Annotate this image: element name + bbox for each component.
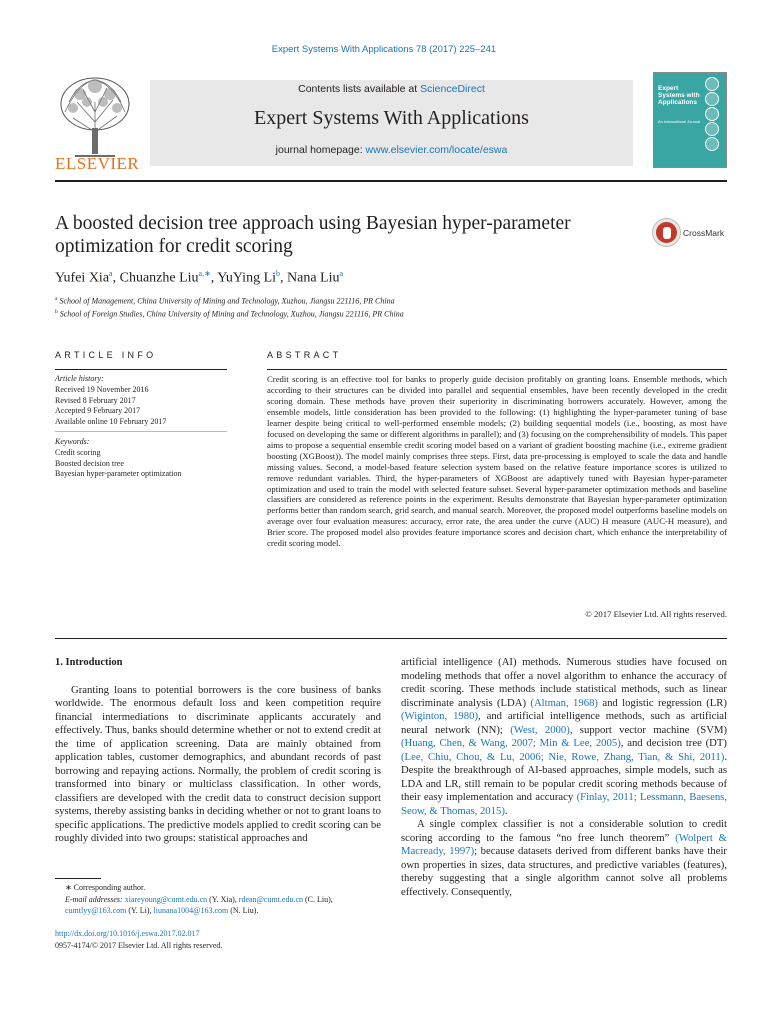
masthead-rule bbox=[55, 180, 727, 182]
article-title: A boosted decision tree approach using Bayesian hyper-parameter optimization for credit scoring bbox=[55, 213, 571, 257]
keywords-label: Keywords: bbox=[55, 437, 90, 446]
doi-link[interactable]: http://dx.doi.org/10.1016/j.eswa.2017.02.017 bbox=[55, 929, 200, 938]
intro-paragraph-continued bbox=[401, 656, 727, 818]
corresponding-author-text: Corresponding author. bbox=[73, 883, 146, 892]
abstract-copyright: © 2017 Elsevier Ltd. All rights reserved. bbox=[585, 609, 727, 619]
email-link[interactable]: xiareyoung@cumt.edu.cn bbox=[124, 894, 208, 904]
author-affiliation-marker[interactable]: a bbox=[109, 269, 113, 278]
introduction-heading: 1. Introduction bbox=[55, 657, 123, 668]
journal-name: Expert Systems With Applications bbox=[254, 107, 529, 129]
author-list: Yufei Xia$^a$, Chuanzhe Liu$^{a,∗}$, YuYing Li$^b$, Nana Liu$^a$ bbox=[55, 269, 344, 286]
email-link[interactable]: cumtlyy@163.com bbox=[65, 906, 127, 916]
email-owner: (Y. Xia), bbox=[207, 894, 239, 904]
citation-link[interactable]: (Huang, Chen, & Wang, 2007; Min & Lee, 2005) bbox=[401, 737, 621, 749]
affiliation-line bbox=[55, 294, 404, 307]
article-info-rule bbox=[55, 369, 227, 370]
sciencedirect-link[interactable]: ScienceDirect bbox=[420, 83, 485, 95]
citation-link[interactable]: (Altman, 1968) bbox=[530, 696, 598, 709]
history-label: Article history: bbox=[55, 374, 104, 383]
history-item: Accepted 9 February 2017 bbox=[55, 406, 141, 416]
journal-masthead bbox=[55, 72, 727, 174]
affiliation-marker: a bbox=[55, 296, 58, 302]
body-text: . Despite the breakthrough of AI-based approaches, simple models, such as LDA and LR, still remain to be popular credit scoring methods because of their easy implementation and accuracy bbox=[401, 750, 727, 803]
elsevier-wordmark: ELSEVIER bbox=[55, 154, 140, 173]
footnotes bbox=[55, 882, 381, 917]
journal-citation-link[interactable]: Expert Systems With Applications 78 (2017) 225–241 bbox=[271, 44, 497, 55]
body-text: and logistic regression (LR) bbox=[597, 696, 727, 709]
section-rule bbox=[55, 638, 727, 639]
affiliation-marker: b bbox=[55, 309, 58, 316]
footnote-rule bbox=[55, 878, 101, 879]
body-text: , support vector machine (SVM) bbox=[569, 723, 728, 736]
crossmark-label: CrossMark bbox=[683, 228, 725, 238]
email-owner: (C. Liu), bbox=[303, 894, 333, 904]
author-affiliation-marker[interactable]: b bbox=[276, 269, 281, 278]
keyword-item: Boosted decision tree bbox=[55, 458, 124, 468]
author-name[interactable]: Nana Liu bbox=[287, 270, 340, 286]
homepage-prefix: journal homepage: bbox=[275, 144, 366, 156]
affiliations bbox=[55, 294, 404, 320]
history-item: Received 19 November 2016 bbox=[55, 384, 149, 394]
body-text: artificial intelligence (AI) methods. Numerous studies have focused on modeling methods that offer a novel algorithm to enhance the accuracy of credit scoring. These methods include statistical methods, such as linear discriminate analysis (LDA) bbox=[401, 656, 727, 709]
body-text: . bbox=[504, 804, 508, 817]
email-link[interactable]: rdean@cumt.edu.cn bbox=[238, 894, 304, 904]
corresponding-author-note bbox=[55, 882, 381, 894]
history-item: Revised 8 February 2017 bbox=[55, 395, 136, 405]
doi-block bbox=[55, 928, 381, 951]
article-info-divider bbox=[55, 431, 227, 432]
keywords bbox=[55, 437, 227, 480]
author-name[interactable]: Yufei Xia bbox=[55, 270, 110, 286]
body-column-right bbox=[401, 656, 727, 899]
body-text: , and decision tree (DT) bbox=[620, 737, 727, 749]
journal-cover-image[interactable] bbox=[653, 72, 727, 168]
affiliation-text: School of Foreign Studies, China University of Mining and Technology, Xuzhou, Jiangsu 221116, PR China bbox=[57, 309, 404, 319]
author-affiliation-marker[interactable]: a bbox=[339, 269, 344, 278]
masthead-banner bbox=[150, 80, 633, 166]
citation-link[interactable]: (Finlay, 2011; Lessmann, Baesens, Seow, & Thomas, 2015) bbox=[401, 791, 727, 817]
email-addresses bbox=[55, 894, 381, 917]
body-text: A single complex classifier is not a considerable solution to credit scoring according to the famous “no free lunch theorem” bbox=[401, 818, 727, 844]
author-name[interactable]: YuYing Li bbox=[217, 270, 277, 286]
footnote-star: ∗ bbox=[65, 883, 74, 892]
history-item: Available online 10 February 2017 bbox=[55, 417, 167, 427]
crossmark-icon bbox=[653, 219, 680, 246]
cover-subtitle: An International Journal bbox=[658, 119, 701, 124]
author-name[interactable]: Chuanzhe Liu bbox=[119, 270, 199, 286]
citation-link[interactable]: (Lee, Chiu, Chou, & Lu, 2006; Nie, Rowe, Zhang, Tian, & Shi, 2011) bbox=[401, 750, 725, 763]
journal-homepage-link[interactable]: www.elsevier.com/locate/eswa bbox=[365, 144, 508, 156]
contents-line bbox=[150, 83, 633, 95]
elsevier-tree-icon bbox=[55, 72, 135, 158]
keyword-item: Bayesian hyper-parameter optimization bbox=[55, 469, 182, 479]
intro-paragraph-1: Granting loans to potential borrowers is the core business of banks worldwide. The enormous default loss and keen competition require financial intermediations to discriminate applicants accurately and effectively. Thus, banks should determine whether or not to extend credit at the time of application screening. Data are mainly obtained from application tables, customer demographics, and abundant records of past borrowing and repaying actions. Normally, the problem of credit scoring is transformed into binary or multiclass classification. In other words, classifiers are developed with the credit data to construct decision support systems, thereby assisting banks in deciding whether or not to grant loans to specific applications. The predictive models applied to credit scoring can be roughly divided into two groups: statistical approaches and bbox=[55, 683, 381, 844]
abstract-body: Credit scoring is an effective tool for banks to properly guide decision profitably on granting loans. Ensemble methods, which according to their structures can be divided into parallel and sequential ensembles, have been recently developed in the credit scoring domain. These methods have proven their superiority in discriminating borrowers accurately. However, among the ensemble models, little consideration has been provided to the following: (1) highlighting the hyper-parameter tuning of base learner despite being critical to well-performed ensemble models; (2) building sequential models (i.e., boosting, as most have focused on developing the same or different algorithms in parallel); and (3) focusing on the comprehensibility of models. This paper aims to propose a sequential ensemble credit scoring model based on a variant of gradient boosting machine (i.e., extreme gradient boosting (XGBoost)). The model mainly comprises three steps. First, data pre-processing is employed to scale the data and handle missing values. Second, a model-based feature selection system based on the relative feature importance scores is utilized to remove redundant variables. Third, the hyper-parameters of XGBoost are adaptively tuned with Bayesian hyper-parameter optimization and used to train the model with selected feature subset. Several hyper-parameter optimization methods and baseline classifiers are considered as reference points in the experiment. Results demonstrate that Bayesian hyper-parameter optimization performs better than random search, grid search, and manual search. Moreover, the proposed model outperforms baseline models on average over four evaluation measures: accuracy, error rate, the area under the curve (AUC) H measure (AUC-H measure), and Brier score. The proposed model also provides feature importance scores and decision chart, which enhance the interpretability of credit scoring model. bbox=[267, 374, 727, 549]
body-text: ; because datasets derived from different banks have their own properties in sizes, data structures, and predictive variables (features), thereby suggesting that a single algorithm cannot solve all problems effectively. Consequently, bbox=[401, 845, 727, 898]
body-text: , and artificial intelligence methods, such as artificial neural network (NN); bbox=[401, 710, 728, 736]
abstract-rule bbox=[267, 369, 727, 370]
cover-circle-icons bbox=[705, 77, 723, 152]
homepage-line bbox=[150, 144, 633, 156]
email-label: E-mail addresses: bbox=[65, 894, 123, 904]
keyword-item: Credit scoring bbox=[55, 447, 101, 457]
elsevier-logo bbox=[55, 72, 140, 174]
citation-link[interactable]: (West, 2000) bbox=[510, 723, 570, 736]
email-owner: (Y. Li), bbox=[126, 906, 154, 916]
citation-link[interactable]: (Wiginton, 1980) bbox=[401, 710, 479, 722]
crossmark-button[interactable] bbox=[653, 219, 733, 247]
contents-prefix: Contents lists available at bbox=[298, 83, 421, 95]
email-link[interactable]: liunana1004@163.com bbox=[153, 906, 229, 916]
cover-title: Expert Systems with Applications bbox=[658, 85, 700, 106]
intro-paragraph-2 bbox=[401, 818, 727, 899]
author-affiliation-marker[interactable]: a,∗ bbox=[198, 269, 211, 278]
issn-copyright: 0957-4174/© 2017 Elsevier Ltd. All rights reserved. bbox=[55, 940, 223, 950]
article-info-heading: ARTICLE INFO bbox=[55, 350, 157, 360]
body-column-left bbox=[55, 656, 381, 846]
affiliation-line bbox=[55, 307, 404, 320]
affiliation-text: School of Management, China University of Mining and Technology, Xuzhou, Jiangsu 221116, PR China bbox=[57, 296, 395, 306]
article-history bbox=[55, 374, 227, 428]
citation-link[interactable]: (Wolpert & Macready, 1997) bbox=[401, 831, 727, 857]
email-owner: (N. Liu). bbox=[228, 906, 259, 916]
abstract-heading: ABSTRACT bbox=[267, 350, 342, 360]
